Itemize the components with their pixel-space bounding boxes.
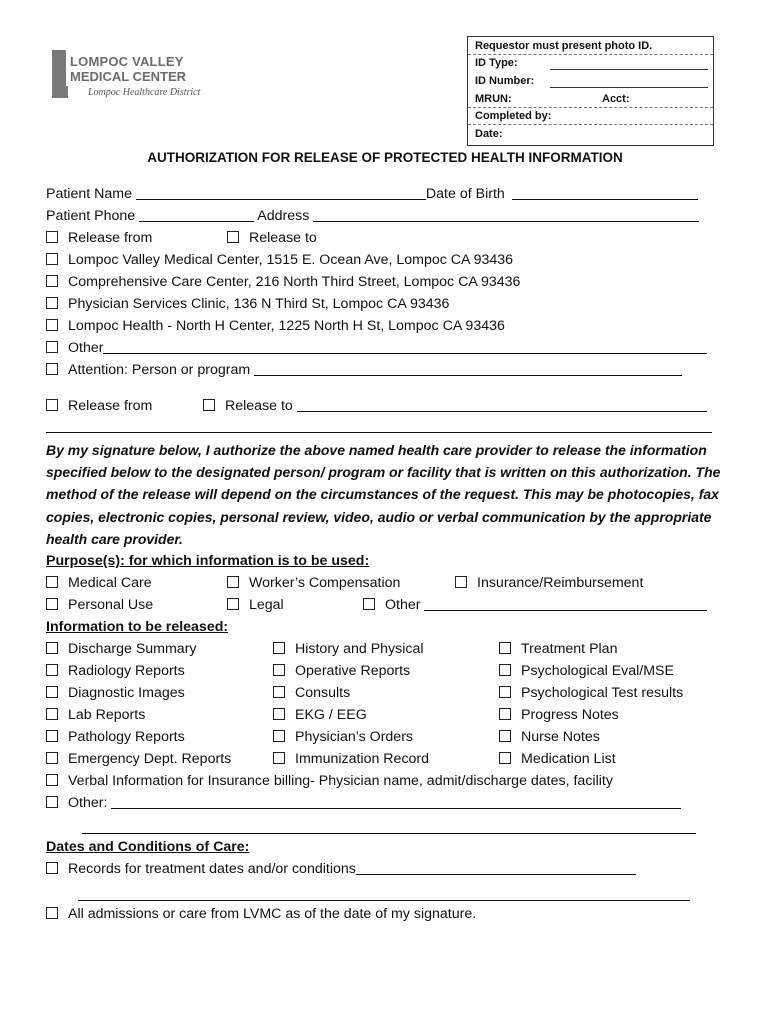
info-checkbox[interactable] xyxy=(499,686,511,698)
info-label: Treatment Plan xyxy=(521,641,618,657)
purpose-option xyxy=(455,573,643,593)
lvmc-logo xyxy=(52,50,212,100)
purpose-option xyxy=(227,595,284,615)
verbal-info-label: Verbal Information for Insurance billing- Physician name, admit/discharge dates, facility xyxy=(68,773,613,789)
info-label: Immunization Record xyxy=(295,751,430,767)
address-field[interactable] xyxy=(313,207,699,222)
form-title: AUTHORIZATION FOR RELEASE OF PROTECTED HEALTH INFORMATION xyxy=(147,150,623,165)
purpose-label: Personal Use xyxy=(68,597,154,613)
release-row-1 xyxy=(46,228,152,248)
logo-subtitle: Lompoc Healthcare District xyxy=(88,87,201,98)
logo-mark-icon xyxy=(52,50,68,98)
info-option xyxy=(273,727,413,747)
info-label: Pathology Reports xyxy=(68,729,185,745)
release-to-2-field[interactable] xyxy=(297,397,707,412)
patient-phone-row xyxy=(46,206,699,226)
info-checkbox[interactable] xyxy=(499,752,511,764)
info-label: Psychological Eval/MSE xyxy=(521,663,674,679)
records-dates-label: Records for treatment dates and/or conditions xyxy=(68,861,356,877)
info-checkbox[interactable] xyxy=(273,752,285,764)
dob-field[interactable] xyxy=(512,185,698,200)
purpose-option xyxy=(227,573,400,593)
facility-label: Physician Services Clinic, 136 N Third St, Lompoc CA 93436 xyxy=(68,296,450,312)
facility-checkbox[interactable] xyxy=(46,275,58,287)
info-checkbox[interactable] xyxy=(46,686,58,698)
verbal-info-checkbox[interactable] xyxy=(46,774,58,786)
purpose-option xyxy=(46,573,152,593)
all-admissions-label: All admissions or care from LVMC as of the date of my signature. xyxy=(68,906,477,922)
purpose-checkbox[interactable] xyxy=(46,598,58,610)
facility-checkbox[interactable] xyxy=(46,253,58,265)
info-label: Consults xyxy=(295,685,351,701)
info-other-field-continued[interactable] xyxy=(82,833,696,834)
purpose-label: Worker’s Compensation xyxy=(249,575,401,591)
info-option xyxy=(499,683,683,703)
completed-by-label: Completed by: xyxy=(475,110,552,122)
info-other-field[interactable] xyxy=(111,794,681,809)
info-label: Nurse Notes xyxy=(521,729,600,745)
info-label: Discharge Summary xyxy=(68,641,197,657)
info-label: Diagnostic Images xyxy=(68,685,185,701)
release-from-2-label: Release from xyxy=(68,398,153,414)
info-option xyxy=(273,705,367,725)
date-label: Date: xyxy=(475,128,503,140)
purpose-checkbox[interactable] xyxy=(46,576,58,588)
info-checkbox[interactable] xyxy=(499,730,511,742)
info-checkbox[interactable] xyxy=(46,730,58,742)
purpose-checkbox[interactable] xyxy=(227,598,239,610)
info-other-option xyxy=(46,793,681,813)
purpose-other-checkbox[interactable] xyxy=(363,598,375,610)
authorization-statement: By my signature below, I authorize the above named health care provider to release the information specified below to the designated person/ program or facility that is written on this authorization. The method of the release will depend on the circumstances of the request. This may be photocopies, fax copies, electronic copies, personal review, video, audio or verbal communication by the appropriate health care provider. xyxy=(46,442,721,547)
info-checkbox[interactable] xyxy=(499,664,511,676)
info-option xyxy=(46,749,231,769)
patient-phone-label: Patient Phone xyxy=(46,208,136,224)
attention-label: Attention: Person or program xyxy=(68,362,251,378)
records-dates-option xyxy=(46,859,636,879)
facility-option xyxy=(46,316,505,336)
other-facility-checkbox[interactable] xyxy=(46,341,58,353)
info-option xyxy=(499,727,600,747)
info-option xyxy=(273,661,410,681)
info-label: History and Physical xyxy=(295,641,424,657)
info-option xyxy=(273,749,429,769)
attention-option xyxy=(46,360,682,380)
info-label: Emergency Dept. Reports xyxy=(68,751,232,767)
facility-option xyxy=(46,294,449,314)
info-option xyxy=(499,749,616,769)
info-label: EKG / EEG xyxy=(295,707,367,723)
dob-label: Date of Birth xyxy=(425,186,505,202)
purpose-label: Medical Care xyxy=(68,575,152,591)
records-dates-checkbox[interactable] xyxy=(46,862,58,874)
attention-field[interactable] xyxy=(254,361,682,376)
info-label: Lab Reports xyxy=(68,707,146,723)
release-to-2-field-continued[interactable] xyxy=(46,432,712,433)
info-checkbox[interactable] xyxy=(273,686,285,698)
info-option xyxy=(499,639,617,659)
attention-checkbox[interactable] xyxy=(46,363,58,375)
release-row-2 xyxy=(46,396,152,416)
info-checkbox[interactable] xyxy=(46,664,58,676)
info-option xyxy=(46,639,197,659)
purpose-heading: Purpose(s): for which information is to be used: xyxy=(46,553,370,569)
info-label: Medication List xyxy=(521,751,616,767)
id-type-field[interactable] xyxy=(550,69,708,70)
id-number-label: ID Number: xyxy=(475,75,535,87)
release-to-2-label: Release to xyxy=(225,398,293,414)
release-to-checkbox[interactable] xyxy=(227,231,239,243)
facility-option xyxy=(46,272,520,292)
mrun-label: MRUN: xyxy=(475,93,512,105)
info-checkbox[interactable] xyxy=(46,752,58,764)
release-from-2-checkbox[interactable] xyxy=(46,399,58,411)
information-heading: Information to be released: xyxy=(46,619,229,635)
release-from-label: Release from xyxy=(68,230,153,246)
purpose-other-label: Other xyxy=(385,597,421,613)
release-to-2-option xyxy=(203,396,707,416)
all-admissions-checkbox[interactable] xyxy=(46,907,58,919)
id-number-field[interactable] xyxy=(550,87,708,88)
info-option xyxy=(46,727,185,747)
purpose-other-option xyxy=(363,595,707,615)
info-other-label: Other: xyxy=(68,795,108,811)
requestor-id-box xyxy=(467,36,714,146)
id-type-label: ID Type: xyxy=(475,57,518,69)
facility-option xyxy=(46,250,513,270)
release-from-checkbox[interactable] xyxy=(46,231,58,243)
other-facility-label: Other xyxy=(68,340,104,356)
address-label: Address xyxy=(257,208,310,224)
acct-label: Acct: xyxy=(602,93,630,105)
info-checkbox[interactable] xyxy=(46,642,58,654)
other-facility-option xyxy=(46,338,707,358)
release-to-option xyxy=(227,228,317,248)
facility-checkbox[interactable] xyxy=(46,319,58,331)
info-option xyxy=(499,705,619,725)
purpose-option xyxy=(46,595,153,615)
info-other-checkbox[interactable] xyxy=(46,796,58,808)
logo-line1: LOMPOC VALLEY xyxy=(70,54,184,69)
release-to-label: Release to xyxy=(249,230,317,246)
patient-phone-field[interactable] xyxy=(139,207,254,222)
records-dates-field[interactable] xyxy=(356,860,636,875)
logo-line2: MEDICAL CENTER xyxy=(70,69,187,84)
patient-name-row xyxy=(46,184,698,204)
patient-name-field[interactable] xyxy=(136,185,426,200)
info-checkbox[interactable] xyxy=(273,708,285,720)
purpose-checkbox[interactable] xyxy=(227,576,239,588)
info-option xyxy=(273,683,350,703)
release-to-2-checkbox[interactable] xyxy=(203,399,215,411)
purpose-checkbox[interactable] xyxy=(455,576,467,588)
other-facility-field[interactable] xyxy=(103,339,707,354)
facility-label: Lompoc Health - North H Center, 1225 North H St, Lompoc CA 93436 xyxy=(68,318,505,334)
info-checkbox[interactable] xyxy=(499,642,511,654)
purpose-label: Insurance/Reimbursement xyxy=(477,575,644,591)
info-checkbox[interactable] xyxy=(499,708,511,720)
info-checkbox[interactable] xyxy=(273,664,285,676)
facility-checkbox[interactable] xyxy=(46,297,58,309)
info-label: Progress Notes xyxy=(521,707,619,723)
info-checkbox[interactable] xyxy=(46,708,58,720)
info-label: Physician’s Orders xyxy=(295,729,414,745)
dates-heading: Dates and Conditions of Care: xyxy=(46,839,250,855)
info-option xyxy=(46,683,185,703)
facility-label: Lompoc Valley Medical Center, 1515 E. Ocean Ave, Lompoc CA 93436 xyxy=(68,252,514,268)
info-label: Operative Reports xyxy=(295,663,411,679)
id-box-header: Requestor must present photo ID. xyxy=(475,40,653,52)
info-checkbox[interactable] xyxy=(273,642,285,654)
records-dates-field-continued[interactable] xyxy=(78,900,690,901)
verbal-info-option xyxy=(46,771,613,791)
patient-name-label: Patient Name xyxy=(46,186,132,202)
info-checkbox[interactable] xyxy=(273,730,285,742)
all-admissions-option xyxy=(46,904,476,924)
purpose-label: Legal xyxy=(249,597,284,613)
info-label: Psychological Test results xyxy=(521,685,684,701)
purpose-other-field[interactable] xyxy=(424,596,707,611)
info-option xyxy=(499,661,674,681)
info-option xyxy=(273,639,424,659)
facility-label: Comprehensive Care Center, 216 North Third Street, Lompoc CA 93436 xyxy=(68,274,521,290)
info-label: Radiology Reports xyxy=(68,663,185,679)
info-option xyxy=(46,705,145,725)
info-option xyxy=(46,661,185,681)
